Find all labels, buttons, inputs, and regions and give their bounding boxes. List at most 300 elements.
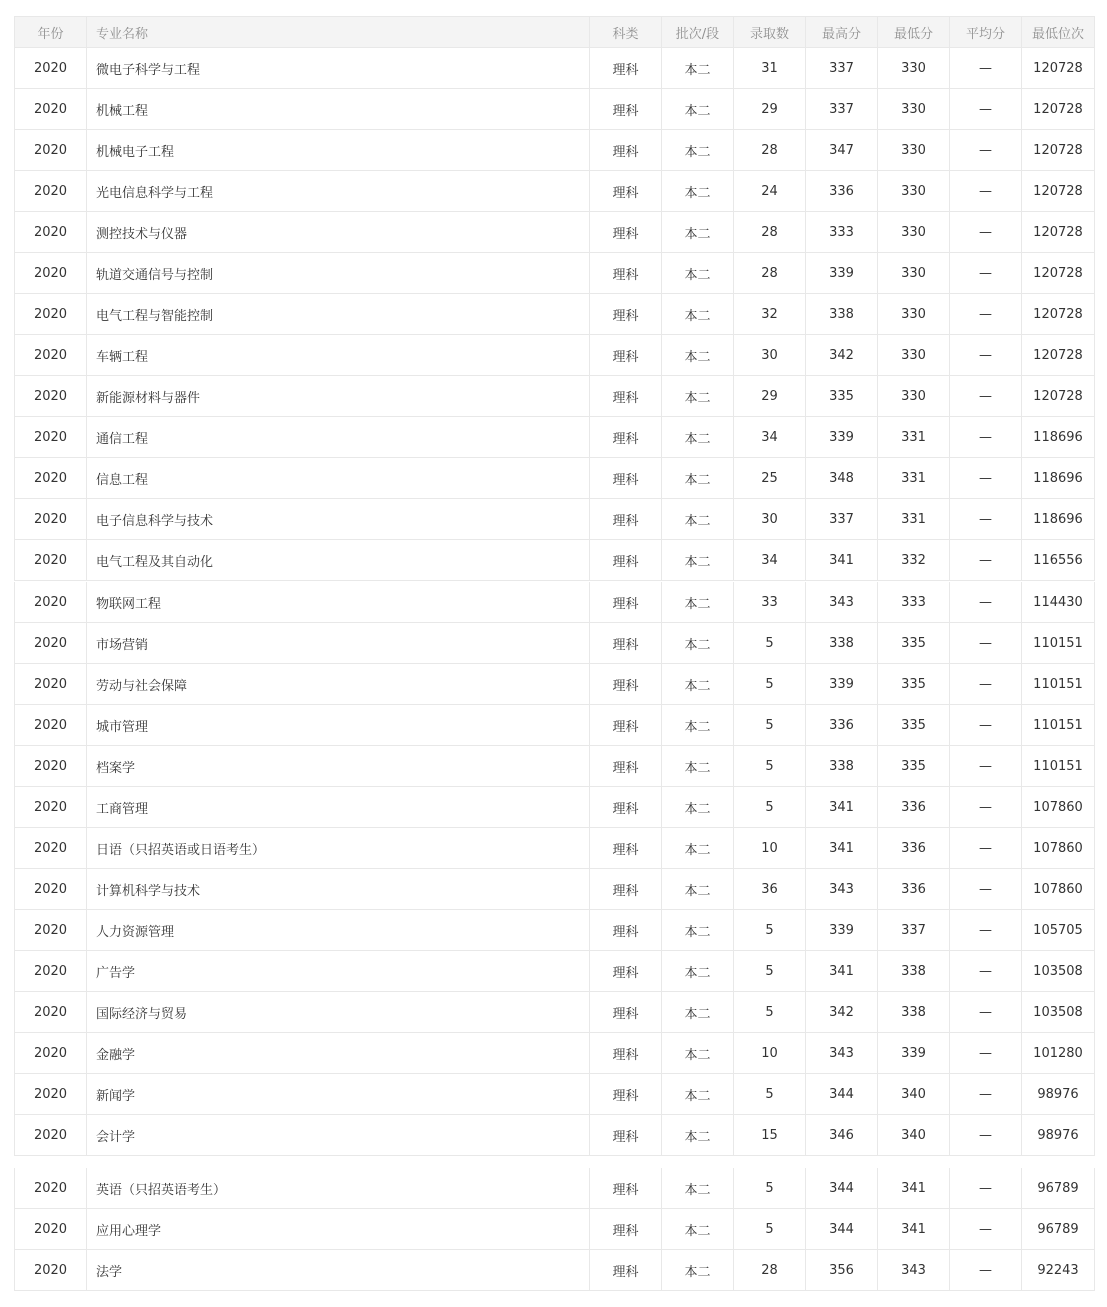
batch-cell: 本二 xyxy=(662,746,734,787)
admitted-cell: 30 xyxy=(734,335,806,376)
min-score-cell: 330 xyxy=(878,212,950,253)
table-row xyxy=(15,910,1095,951)
min-rank-cell: 118696 xyxy=(1022,458,1095,499)
max-score-cell: 342 xyxy=(806,335,878,376)
admitted-cell: 28 xyxy=(734,212,806,253)
header-batch: 批次/段 xyxy=(662,17,734,48)
min-rank-cell: 116556 xyxy=(1022,540,1095,581)
admission-table-continued-2 xyxy=(14,1168,1095,1291)
batch-cell: 本二 xyxy=(662,992,734,1033)
batch-cell: 本二 xyxy=(662,623,734,664)
admitted-cell: 29 xyxy=(734,376,806,417)
avg-score-cell: — xyxy=(950,582,1022,623)
major-cell: 档案学 xyxy=(87,746,590,787)
admission-table xyxy=(14,16,1095,581)
table-row xyxy=(15,499,1095,540)
year-cell: 2020 xyxy=(15,828,87,869)
year-cell: 2020 xyxy=(15,992,87,1033)
admitted-cell: 36 xyxy=(734,869,806,910)
min-score-cell: 330 xyxy=(878,294,950,335)
min-score-cell: 332 xyxy=(878,540,950,581)
table-row xyxy=(15,828,1095,869)
table-row xyxy=(15,787,1095,828)
min-score-cell: 330 xyxy=(878,376,950,417)
min-score-cell: 331 xyxy=(878,458,950,499)
major-cell: 车辆工程 xyxy=(87,335,590,376)
year-cell: 2020 xyxy=(15,171,87,212)
admitted-cell: 32 xyxy=(734,294,806,335)
max-score-cell: 341 xyxy=(806,951,878,992)
major-cell: 英语（只招英语考生） xyxy=(87,1168,590,1209)
table-row xyxy=(15,171,1095,212)
batch-cell: 本二 xyxy=(662,253,734,294)
category-cell: 理科 xyxy=(590,951,662,992)
major-cell: 法学 xyxy=(87,1250,590,1291)
category-cell: 理科 xyxy=(590,746,662,787)
table-row xyxy=(15,1115,1095,1156)
batch-cell: 本二 xyxy=(662,499,734,540)
year-cell: 2020 xyxy=(15,869,87,910)
category-cell: 理科 xyxy=(590,1074,662,1115)
major-cell: 广告学 xyxy=(87,951,590,992)
table-row xyxy=(15,376,1095,417)
avg-score-cell: — xyxy=(950,335,1022,376)
min-rank-cell: 96789 xyxy=(1022,1168,1095,1209)
table-row xyxy=(15,89,1095,130)
min-score-cell: 335 xyxy=(878,746,950,787)
year-cell: 2020 xyxy=(15,335,87,376)
category-cell: 理科 xyxy=(590,705,662,746)
min-rank-cell: 98976 xyxy=(1022,1115,1095,1156)
max-score-cell: 343 xyxy=(806,869,878,910)
admitted-cell: 5 xyxy=(734,623,806,664)
year-cell: 2020 xyxy=(15,48,87,89)
category-cell: 理科 xyxy=(590,869,662,910)
avg-score-cell: — xyxy=(950,130,1022,171)
header-year: 年份 xyxy=(15,17,87,48)
table-row xyxy=(15,253,1095,294)
avg-score-cell: — xyxy=(950,1115,1022,1156)
category-cell: 理科 xyxy=(590,787,662,828)
admitted-cell: 31 xyxy=(734,48,806,89)
major-cell: 测控技术与仪器 xyxy=(87,212,590,253)
max-score-cell: 347 xyxy=(806,130,878,171)
avg-score-cell: — xyxy=(950,787,1022,828)
year-cell: 2020 xyxy=(15,212,87,253)
table-row xyxy=(15,1168,1095,1209)
avg-score-cell: — xyxy=(950,992,1022,1033)
min-rank-cell: 107860 xyxy=(1022,828,1095,869)
table-row xyxy=(15,951,1095,992)
avg-score-cell: — xyxy=(950,623,1022,664)
avg-score-cell: — xyxy=(950,89,1022,130)
year-cell: 2020 xyxy=(15,910,87,951)
year-cell: 2020 xyxy=(15,253,87,294)
batch-cell: 本二 xyxy=(662,1250,734,1291)
category-cell: 理科 xyxy=(590,458,662,499)
max-score-cell: 338 xyxy=(806,294,878,335)
min-score-cell: 335 xyxy=(878,705,950,746)
min-score-cell: 338 xyxy=(878,992,950,1033)
category-cell: 理科 xyxy=(590,417,662,458)
min-rank-cell: 101280 xyxy=(1022,1033,1095,1074)
category-cell: 理科 xyxy=(590,540,662,581)
max-score-cell: 339 xyxy=(806,253,878,294)
min-rank-cell: 120728 xyxy=(1022,171,1095,212)
year-cell: 2020 xyxy=(15,1168,87,1209)
max-score-cell: 344 xyxy=(806,1209,878,1250)
min-rank-cell: 120728 xyxy=(1022,253,1095,294)
major-cell: 新闻学 xyxy=(87,1074,590,1115)
avg-score-cell: — xyxy=(950,212,1022,253)
year-cell: 2020 xyxy=(15,1250,87,1291)
batch-cell: 本二 xyxy=(662,212,734,253)
category-cell: 理科 xyxy=(590,171,662,212)
category-cell: 理科 xyxy=(590,664,662,705)
table-row xyxy=(15,1209,1095,1250)
min-score-cell: 339 xyxy=(878,1033,950,1074)
max-score-cell: 339 xyxy=(806,417,878,458)
category-cell: 理科 xyxy=(590,294,662,335)
batch-cell: 本二 xyxy=(662,376,734,417)
min-score-cell: 335 xyxy=(878,664,950,705)
admitted-cell: 5 xyxy=(734,1074,806,1115)
max-score-cell: 344 xyxy=(806,1074,878,1115)
avg-score-cell: — xyxy=(950,746,1022,787)
min-score-cell: 330 xyxy=(878,89,950,130)
table-row xyxy=(15,869,1095,910)
max-score-cell: 337 xyxy=(806,89,878,130)
major-cell: 电气工程及其自动化 xyxy=(87,540,590,581)
max-score-cell: 335 xyxy=(806,376,878,417)
batch-cell: 本二 xyxy=(662,294,734,335)
min-score-cell: 341 xyxy=(878,1209,950,1250)
min-rank-cell: 120728 xyxy=(1022,48,1095,89)
table-row xyxy=(15,1074,1095,1115)
year-cell: 2020 xyxy=(15,787,87,828)
category-cell: 理科 xyxy=(590,1033,662,1074)
min-rank-cell: 98976 xyxy=(1022,1074,1095,1115)
min-rank-cell: 92243 xyxy=(1022,1250,1095,1291)
major-cell: 通信工程 xyxy=(87,417,590,458)
major-cell: 机械工程 xyxy=(87,89,590,130)
category-cell: 理科 xyxy=(590,582,662,623)
min-score-cell: 343 xyxy=(878,1250,950,1291)
min-score-cell: 335 xyxy=(878,623,950,664)
min-score-cell: 341 xyxy=(878,1168,950,1209)
major-cell: 机械电子工程 xyxy=(87,130,590,171)
major-cell: 市场营销 xyxy=(87,623,590,664)
category-cell: 理科 xyxy=(590,335,662,376)
major-cell: 轨道交通信号与控制 xyxy=(87,253,590,294)
header-major: 专业名称 xyxy=(87,17,590,48)
year-cell: 2020 xyxy=(15,540,87,581)
admitted-cell: 33 xyxy=(734,582,806,623)
max-score-cell: 343 xyxy=(806,1033,878,1074)
table-row xyxy=(15,294,1095,335)
category-cell: 理科 xyxy=(590,910,662,951)
avg-score-cell: — xyxy=(950,664,1022,705)
major-cell: 物联网工程 xyxy=(87,582,590,623)
max-score-cell: 336 xyxy=(806,705,878,746)
year-cell: 2020 xyxy=(15,294,87,335)
max-score-cell: 346 xyxy=(806,1115,878,1156)
category-cell: 理科 xyxy=(590,1115,662,1156)
min-rank-cell: 110151 xyxy=(1022,623,1095,664)
category-cell: 理科 xyxy=(590,212,662,253)
min-rank-cell: 110151 xyxy=(1022,746,1095,787)
major-cell: 光电信息科学与工程 xyxy=(87,171,590,212)
min-rank-cell: 110151 xyxy=(1022,705,1095,746)
category-cell: 理科 xyxy=(590,376,662,417)
max-score-cell: 341 xyxy=(806,787,878,828)
year-cell: 2020 xyxy=(15,1115,87,1156)
header-avg-score: 平均分 xyxy=(950,17,1022,48)
admitted-cell: 5 xyxy=(734,951,806,992)
admitted-cell: 10 xyxy=(734,1033,806,1074)
major-cell: 工商管理 xyxy=(87,787,590,828)
avg-score-cell: — xyxy=(950,910,1022,951)
batch-cell: 本二 xyxy=(662,458,734,499)
batch-cell: 本二 xyxy=(662,1115,734,1156)
avg-score-cell: — xyxy=(950,1168,1022,1209)
avg-score-cell: — xyxy=(950,417,1022,458)
admitted-cell: 5 xyxy=(734,787,806,828)
min-score-cell: 338 xyxy=(878,951,950,992)
max-score-cell: 336 xyxy=(806,171,878,212)
min-rank-cell: 120728 xyxy=(1022,212,1095,253)
min-rank-cell: 103508 xyxy=(1022,992,1095,1033)
year-cell: 2020 xyxy=(15,376,87,417)
admitted-cell: 34 xyxy=(734,540,806,581)
table-row xyxy=(15,664,1095,705)
table-row xyxy=(15,582,1095,623)
max-score-cell: 333 xyxy=(806,212,878,253)
max-score-cell: 344 xyxy=(806,1168,878,1209)
avg-score-cell: — xyxy=(950,458,1022,499)
category-cell: 理科 xyxy=(590,1209,662,1250)
min-score-cell: 340 xyxy=(878,1074,950,1115)
admitted-cell: 15 xyxy=(734,1115,806,1156)
avg-score-cell: — xyxy=(950,540,1022,581)
max-score-cell: 356 xyxy=(806,1250,878,1291)
batch-cell: 本二 xyxy=(662,1033,734,1074)
table-row xyxy=(15,130,1095,171)
avg-score-cell: — xyxy=(950,1250,1022,1291)
major-cell: 人力资源管理 xyxy=(87,910,590,951)
admission-table-continued xyxy=(14,582,1095,1156)
min-rank-cell: 110151 xyxy=(1022,664,1095,705)
batch-cell: 本二 xyxy=(662,869,734,910)
min-score-cell: 336 xyxy=(878,869,950,910)
table-row xyxy=(15,417,1095,458)
major-cell: 电子信息科学与技术 xyxy=(87,499,590,540)
avg-score-cell: — xyxy=(950,705,1022,746)
min-rank-cell: 107860 xyxy=(1022,869,1095,910)
major-cell: 电气工程与智能控制 xyxy=(87,294,590,335)
avg-score-cell: — xyxy=(950,951,1022,992)
year-cell: 2020 xyxy=(15,458,87,499)
min-score-cell: 336 xyxy=(878,828,950,869)
category-cell: 理科 xyxy=(590,499,662,540)
category-cell: 理科 xyxy=(590,623,662,664)
batch-cell: 本二 xyxy=(662,664,734,705)
min-score-cell: 340 xyxy=(878,1115,950,1156)
header-max-score: 最高分 xyxy=(806,17,878,48)
category-cell: 理科 xyxy=(590,48,662,89)
major-cell: 应用心理学 xyxy=(87,1209,590,1250)
min-rank-cell: 120728 xyxy=(1022,335,1095,376)
year-cell: 2020 xyxy=(15,1074,87,1115)
batch-cell: 本二 xyxy=(662,335,734,376)
min-score-cell: 330 xyxy=(878,171,950,212)
admitted-cell: 28 xyxy=(734,130,806,171)
category-cell: 理科 xyxy=(590,130,662,171)
avg-score-cell: — xyxy=(950,1033,1022,1074)
major-cell: 国际经济与贸易 xyxy=(87,992,590,1033)
major-cell: 会计学 xyxy=(87,1115,590,1156)
min-rank-cell: 105705 xyxy=(1022,910,1095,951)
min-rank-cell: 120728 xyxy=(1022,294,1095,335)
avg-score-cell: — xyxy=(950,253,1022,294)
header-min-score: 最低分 xyxy=(878,17,950,48)
admitted-cell: 34 xyxy=(734,417,806,458)
admitted-cell: 5 xyxy=(734,705,806,746)
min-rank-cell: 107860 xyxy=(1022,787,1095,828)
avg-score-cell: — xyxy=(950,294,1022,335)
year-cell: 2020 xyxy=(15,664,87,705)
year-cell: 2020 xyxy=(15,499,87,540)
category-cell: 理科 xyxy=(590,89,662,130)
batch-cell: 本二 xyxy=(662,951,734,992)
min-score-cell: 336 xyxy=(878,787,950,828)
batch-cell: 本二 xyxy=(662,1168,734,1209)
admitted-cell: 5 xyxy=(734,746,806,787)
min-rank-cell: 120728 xyxy=(1022,130,1095,171)
major-cell: 微电子科学与工程 xyxy=(87,48,590,89)
max-score-cell: 337 xyxy=(806,499,878,540)
min-rank-cell: 120728 xyxy=(1022,376,1095,417)
batch-cell: 本二 xyxy=(662,582,734,623)
max-score-cell: 339 xyxy=(806,910,878,951)
header-category: 科类 xyxy=(590,17,662,48)
table-row xyxy=(15,746,1095,787)
admitted-cell: 28 xyxy=(734,1250,806,1291)
min-score-cell: 331 xyxy=(878,417,950,458)
batch-cell: 本二 xyxy=(662,787,734,828)
max-score-cell: 348 xyxy=(806,458,878,499)
avg-score-cell: — xyxy=(950,499,1022,540)
admitted-cell: 5 xyxy=(734,1168,806,1209)
batch-cell: 本二 xyxy=(662,171,734,212)
admitted-cell: 5 xyxy=(734,664,806,705)
batch-cell: 本二 xyxy=(662,540,734,581)
category-cell: 理科 xyxy=(590,1168,662,1209)
max-score-cell: 343 xyxy=(806,582,878,623)
table-header xyxy=(15,17,1095,48)
table-row xyxy=(15,335,1095,376)
min-rank-cell: 103508 xyxy=(1022,951,1095,992)
major-cell: 劳动与社会保障 xyxy=(87,664,590,705)
batch-cell: 本二 xyxy=(662,1209,734,1250)
admitted-cell: 29 xyxy=(734,89,806,130)
header-admitted: 录取数 xyxy=(734,17,806,48)
batch-cell: 本二 xyxy=(662,828,734,869)
batch-cell: 本二 xyxy=(662,89,734,130)
batch-cell: 本二 xyxy=(662,48,734,89)
min-rank-cell: 118696 xyxy=(1022,499,1095,540)
category-cell: 理科 xyxy=(590,253,662,294)
table-row xyxy=(15,540,1095,581)
batch-cell: 本二 xyxy=(662,1074,734,1115)
category-cell: 理科 xyxy=(590,828,662,869)
year-cell: 2020 xyxy=(15,130,87,171)
min-score-cell: 330 xyxy=(878,335,950,376)
max-score-cell: 341 xyxy=(806,540,878,581)
batch-cell: 本二 xyxy=(662,910,734,951)
major-cell: 信息工程 xyxy=(87,458,590,499)
year-cell: 2020 xyxy=(15,623,87,664)
year-cell: 2020 xyxy=(15,746,87,787)
min-rank-cell: 114430 xyxy=(1022,582,1095,623)
batch-cell: 本二 xyxy=(662,417,734,458)
table-row xyxy=(15,623,1095,664)
max-score-cell: 338 xyxy=(806,623,878,664)
min-score-cell: 337 xyxy=(878,910,950,951)
avg-score-cell: — xyxy=(950,1209,1022,1250)
year-cell: 2020 xyxy=(15,1033,87,1074)
admitted-cell: 24 xyxy=(734,171,806,212)
year-cell: 2020 xyxy=(15,705,87,746)
table-row xyxy=(15,1250,1095,1291)
min-score-cell: 331 xyxy=(878,499,950,540)
table-row xyxy=(15,212,1095,253)
min-score-cell: 330 xyxy=(878,48,950,89)
table-row xyxy=(15,1033,1095,1074)
max-score-cell: 339 xyxy=(806,664,878,705)
category-cell: 理科 xyxy=(590,1250,662,1291)
max-score-cell: 337 xyxy=(806,48,878,89)
max-score-cell: 341 xyxy=(806,828,878,869)
min-rank-cell: 96789 xyxy=(1022,1209,1095,1250)
min-score-cell: 333 xyxy=(878,582,950,623)
table-row xyxy=(15,705,1095,746)
avg-score-cell: — xyxy=(950,376,1022,417)
min-score-cell: 330 xyxy=(878,253,950,294)
year-cell: 2020 xyxy=(15,89,87,130)
admitted-cell: 28 xyxy=(734,253,806,294)
max-score-cell: 342 xyxy=(806,992,878,1033)
admitted-cell: 10 xyxy=(734,828,806,869)
major-cell: 新能源材料与器件 xyxy=(87,376,590,417)
avg-score-cell: — xyxy=(950,828,1022,869)
year-cell: 2020 xyxy=(15,582,87,623)
avg-score-cell: — xyxy=(950,171,1022,212)
min-rank-cell: 118696 xyxy=(1022,417,1095,458)
major-cell: 计算机科学与技术 xyxy=(87,869,590,910)
min-rank-cell: 120728 xyxy=(1022,89,1095,130)
table-row xyxy=(15,458,1095,499)
admitted-cell: 5 xyxy=(734,1209,806,1250)
year-cell: 2020 xyxy=(15,1209,87,1250)
avg-score-cell: — xyxy=(950,1074,1022,1115)
batch-cell: 本二 xyxy=(662,705,734,746)
admitted-cell: 5 xyxy=(734,992,806,1033)
min-score-cell: 330 xyxy=(878,130,950,171)
avg-score-cell: — xyxy=(950,869,1022,910)
admitted-cell: 5 xyxy=(734,910,806,951)
category-cell: 理科 xyxy=(590,992,662,1033)
